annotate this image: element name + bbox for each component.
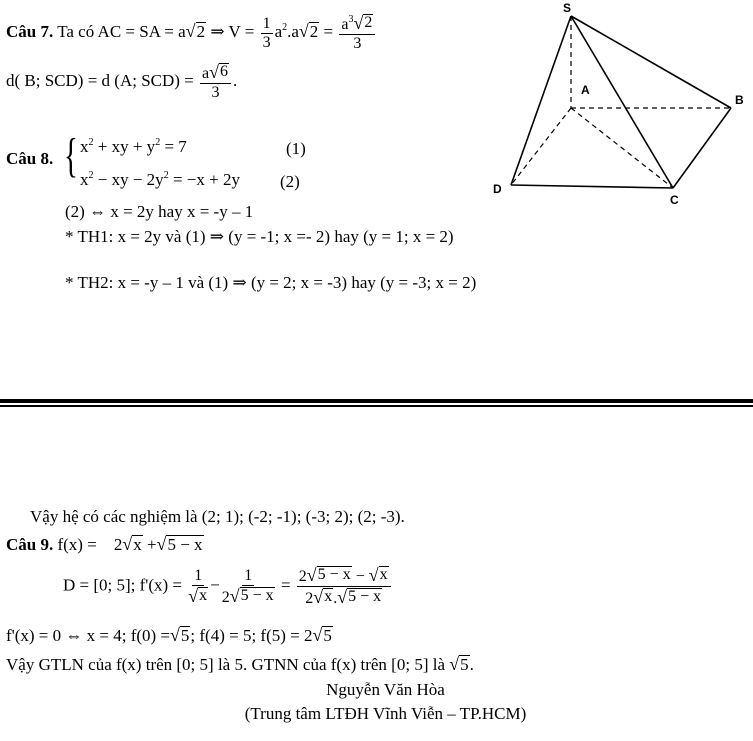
- cau9-line1: [6, 535, 204, 553]
- cau8-conclusion: Vậy hệ có các nghiệm là (2; 1); (-2; -1); (-3; 2); (2; -3).: [30, 507, 405, 526]
- cau7-label: Câu 7.: [6, 21, 54, 41]
- fraction-den: [222, 586, 275, 606]
- distance-text: d( B; SCD) = d (A; SCD) =: [6, 70, 194, 90]
- period: .: [469, 655, 474, 674]
- fraction-den: [188, 586, 208, 606]
- cau8-eq1: [80, 138, 187, 155]
- page-divider: [0, 399, 753, 403]
- edge-SB: [571, 16, 731, 108]
- equals: =: [280, 575, 291, 595]
- sqrt-5: √ 5: [170, 625, 190, 645]
- eq2-mid: − xy − 2y: [97, 170, 164, 189]
- author-text: Nguyễn Văn Hòa: [326, 680, 445, 699]
- fraction-den: [305, 587, 382, 607]
- fx-label: f(x) =: [57, 535, 97, 554]
- cau8-th2: * TH2: x = -y – 1 và (1) ⇒ (y = 2; x = -3) hay (y = -3; x = 2): [65, 273, 477, 292]
- pyramid-figure: [485, 0, 753, 210]
- page-divider-thin: [0, 405, 753, 407]
- exp-3: 3: [348, 14, 354, 25]
- cau7-line2: [6, 63, 237, 101]
- coef-2: 2: [113, 535, 123, 554]
- label-D: D: [493, 182, 502, 196]
- equals: =: [323, 21, 334, 41]
- cau8-th1: * TH1: x = 2y và (1) ⇒ (y = -1; x =- 2) hay (y = 1; x = 2): [65, 227, 454, 246]
- max-min-text: Vậy GTLN của f(x) trên [0; 5] là 5. GTNN của f(x) trên [0; 5] là: [6, 655, 445, 674]
- fraction-d1: 1 √ x: [188, 566, 208, 606]
- fraction-one-third: $\frac{1}{3}$: [262, 14, 271, 51]
- exp-2: 2: [163, 170, 169, 181]
- fraction-volume: $a^3$ √ 2 3: [339, 14, 375, 52]
- plus: +: [146, 535, 157, 554]
- affiliation-text: (Trung tâm LTĐH Vĩnh Viễn – TP.HCM): [244, 704, 527, 723]
- domain-deriv: D = [0; 5]; f'(x) =: [63, 575, 183, 595]
- sqrt-2: √ 2: [298, 20, 319, 41]
- eq1-rhs: = 7: [164, 137, 187, 156]
- var-a: a: [202, 65, 210, 82]
- var-a: a: [274, 21, 283, 41]
- sqrt-5-minus-x: √ 5 − x: [156, 534, 203, 554]
- sqrt-x: √ x: [313, 587, 333, 607]
- minus: −: [351, 568, 369, 585]
- label-S: S: [563, 1, 572, 15]
- sqrt-6: √ 6: [209, 62, 229, 82]
- cau8-label: Câu 8.: [6, 149, 54, 168]
- eq1-mid: + xy + y: [97, 137, 156, 156]
- fraction-d3: [297, 566, 391, 607]
- edge-DC: [511, 185, 673, 188]
- minus: −: [210, 575, 220, 595]
- sqrt-5: √ 5: [312, 625, 332, 645]
- sqrt-x: √ x: [368, 565, 388, 585]
- edge-SD: [511, 16, 571, 185]
- sqrt-5-minus-x: √ 5 − x: [229, 585, 274, 606]
- author-name: [0, 681, 753, 698]
- var-x: x: [80, 137, 89, 156]
- cau9-derivative: [63, 566, 393, 607]
- exp-2: 2: [88, 170, 94, 181]
- var-x: x: [80, 170, 89, 189]
- cau7-text: Ta có AC = SA = a: [57, 21, 186, 41]
- period: .: [233, 70, 238, 90]
- values-text: ; f(4) = 5; f(5) = 2: [190, 626, 313, 645]
- sqrt-2: √ 2: [185, 20, 206, 41]
- var-a: .a: [287, 21, 299, 41]
- fraction-d2: 1 2 √ 5 − x: [221, 566, 274, 606]
- edge-CB: [673, 108, 731, 188]
- system-brace: {: [64, 129, 78, 182]
- sqrt-2: √ 2: [353, 13, 373, 33]
- cau7-line1: [6, 14, 377, 52]
- sqrt-x: √ x: [122, 534, 142, 554]
- label-B: B: [735, 93, 744, 107]
- edge-AC: [571, 108, 673, 188]
- cau9-conclusion: [6, 655, 474, 673]
- fraction-num: [200, 63, 231, 84]
- sqrt-x: √ x: [188, 585, 208, 606]
- eq1-tag: (1): [286, 139, 306, 158]
- volume-label: ⇒ V =: [210, 21, 255, 41]
- coef-2: 2: [298, 568, 307, 585]
- edge-AD: [511, 108, 571, 185]
- cau9-label: Câu 9.: [6, 535, 54, 554]
- eq2-tag: (2): [280, 172, 300, 191]
- coef-2: 2: [305, 590, 314, 607]
- exp-2: 2: [155, 137, 161, 148]
- exp-2: 2: [282, 21, 288, 33]
- coef-2: 2: [221, 588, 230, 606]
- label-C: C: [670, 193, 679, 207]
- sqrt-5-minus-x: √ 5 − x: [337, 587, 382, 607]
- author-affiliation: [0, 705, 753, 722]
- sqrt-5: √ 5: [449, 654, 469, 674]
- cau9-line3: [6, 626, 333, 644]
- sqrt-5-minus-x: √ 5 − x: [306, 565, 351, 585]
- dot: .: [333, 590, 338, 607]
- cau8-line3: (2) ⇔ x = 2y hay x = -y – 1: [65, 202, 254, 221]
- fraction-num: [339, 14, 375, 35]
- cau8-eq2: [80, 171, 240, 188]
- fraction-distance: a √ 6 3: [200, 63, 231, 101]
- edge-SC: [571, 16, 673, 188]
- fraction-num: [297, 566, 391, 587]
- eq2-rhs: = −x + 2y: [172, 170, 240, 189]
- critical-point-text: f'(x) = 0 ⇔ x = 4; f(0) =: [6, 626, 171, 645]
- exp-2: 2: [88, 137, 94, 148]
- var-a: a: [341, 16, 349, 33]
- label-A: A: [581, 83, 590, 97]
